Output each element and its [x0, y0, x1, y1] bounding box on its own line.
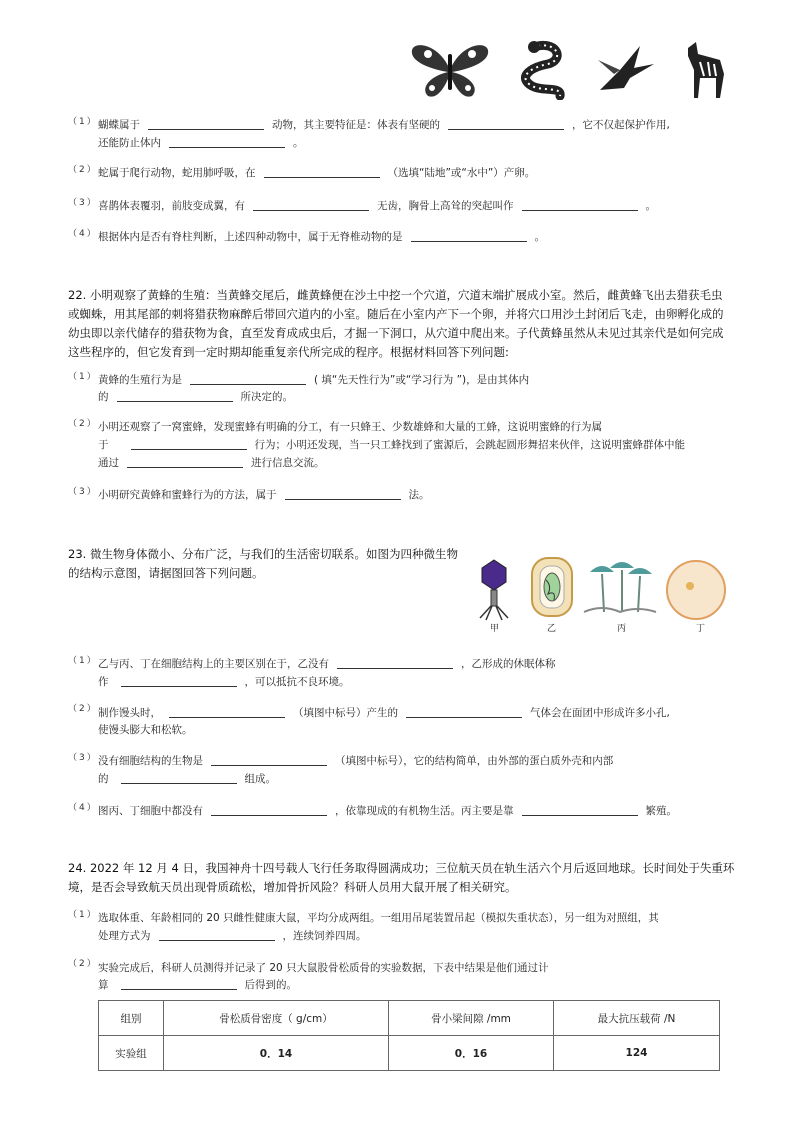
answer-blank[interactable] — [253, 199, 369, 211]
q23-2-text-b: （填图中标号）产生的 — [293, 707, 398, 719]
answer-blank[interactable] — [131, 438, 247, 450]
q21-2-number: （2） — [68, 165, 98, 175]
q21-2-text-b: （选填“陆地”或“水中”）产卵。 — [387, 167, 536, 179]
q24-2-line1: 实验完成后，科研人员测得并记录了 20 只大鼠股骨松质骨的实验数据，下表中结果是他们通过计 — [98, 962, 549, 974]
q23-2-text-c: 气体会在面团中形成许多小孔, — [530, 707, 670, 719]
q22-3-number: （3） — [68, 487, 98, 497]
magpie-picture — [590, 40, 658, 100]
q24-1-number: （1） — [68, 910, 98, 920]
q24-1-text-b: 处理方式为 — [98, 930, 151, 942]
answer-blank[interactable] — [121, 772, 237, 784]
yeast-picture — [664, 558, 728, 622]
q23-1-text-d: ，可以抵抗不良环境。 — [244, 676, 350, 688]
q22-2-text-b: 于 — [98, 439, 109, 451]
zebra-picture — [680, 40, 730, 100]
q24-stem-line1: 24. 2022 年 12 月 4 日，我国神舟十四号载人飞行任务取得圆满成功；三位航天员在轨生活六个月后返回地球。长时间处于失重环 — [68, 861, 735, 875]
q23-4-number: （4） — [68, 803, 98, 813]
q23-3-number: （3） — [68, 753, 98, 763]
q21-1-text-d: 还能防止体内 — [98, 137, 161, 149]
answer-blank[interactable] — [522, 804, 638, 816]
q23-3-text-d: 组成。 — [244, 773, 276, 785]
q23-2-line1 — [98, 706, 670, 720]
q22-1-text-c: 的 — [98, 391, 109, 403]
q22-1-number: （1） — [68, 372, 98, 382]
q21-4-text-a: 根据体内是否有脊柱判断，上述四种动物中，属于无脊椎动物的是 — [98, 231, 403, 243]
q23-1-number: （1） — [68, 656, 98, 666]
q24-2-line2 — [98, 978, 297, 992]
bacterium-picture — [528, 556, 576, 618]
answer-blank[interactable] — [190, 373, 306, 385]
q22-1-line1 — [98, 373, 529, 387]
q21-1-line1 — [98, 118, 670, 132]
q22-3-text-b: 法。 — [408, 489, 430, 501]
q23-stem-line1: 23. 微生物身体微小、分布广泛，与我们的生活密切联系。如图为四种微生物 — [68, 547, 458, 561]
q23-3-text-c: 的 — [98, 773, 109, 785]
q21-3-text-c: 。 — [645, 200, 656, 212]
mold-picture — [582, 554, 658, 618]
q22-2-text-e: 进行信息交流。 — [251, 457, 325, 469]
answer-blank[interactable] — [121, 675, 237, 687]
answer-blank[interactable] — [121, 978, 237, 990]
table-header-cell: 最大抗压载荷 /N — [554, 1001, 720, 1036]
q24-2-text-c: 后得到的。 — [244, 979, 297, 991]
q23-4-text-b: ，依靠现成的有机物生活。丙主要是靠 — [335, 805, 514, 817]
q23-3-text-b: （填图中标号），它的结构简单，由外部的蛋白质外壳和内部 — [335, 755, 614, 767]
figure-label-bing: 丙 — [617, 624, 627, 634]
q24-1-line1: 选取体重、年龄相同的 20 只雌性健康大鼠，平均分成两组。一组用吊尾装置吊起（模拟失重状态），另一组为对照组，其 — [98, 912, 659, 924]
q23-3-line1 — [98, 754, 613, 768]
figure-label-yi: 乙 — [547, 624, 557, 634]
q23-1-line1 — [98, 657, 556, 671]
q21-3-text-a: 喜鹊体表覆羽，前肢变成翼，有 — [98, 200, 245, 212]
answer-blank[interactable] — [522, 199, 638, 211]
q23-2-line2: 使馒头膨大和松软。 — [98, 724, 193, 736]
q23-2-text-a: 制作馒头时， — [98, 707, 161, 719]
q22-stem: 22. 小明观察了黄蜂的生殖：当黄蜂交尾后，雌黄蜂便在沙土中挖一个穴道，穴道末端扩展成小室。然后，雌黄蜂飞出去猎获毛虫或蜘蛛，用其尾部的刺将猎获物麻醉后带回穴道内的小室。随后在小室内产下一个卵，并将穴口用沙土封闭后飞走，由卵孵化成的幼虫即以亲代储存的猎获物为食，直至发育成成虫后，才掘一下洞口，从穴道中爬出来。子代黄蜂虽然从未见过其亲代是如何完成这些程序的，但它发育到一定时期却能重复亲代所完成的程序。根据材料回答下列问题: — [68, 288, 724, 359]
table-row — [99, 1036, 720, 1071]
q21-1-text-b: 动物，其主要特征是：体表有坚硬的 — [272, 119, 440, 131]
q22-2-text-d: 通过 — [98, 457, 119, 469]
q21-4-number: （4） — [68, 229, 98, 239]
table-header-row — [99, 1001, 720, 1036]
virus-picture — [474, 558, 514, 622]
q22-2-text-c: 行为；小明还发现，当一只工蜂找到了蜜源后，会跳起圆形舞招来伙伴，这说明蜜蜂群体中能 — [254, 439, 685, 451]
q23-3-text-a: 没有细胞结构的生物是 — [98, 755, 203, 767]
q23-1-text-b: ，乙形成的休眠体称 — [461, 658, 556, 670]
answer-blank[interactable] — [211, 754, 327, 766]
answer-blank[interactable] — [127, 456, 243, 468]
table-header-cell: 组别 — [99, 1001, 164, 1036]
table-cell: 0．16 — [389, 1036, 554, 1071]
q21-4-line — [98, 230, 545, 244]
q24-stem-line2: 境，是否会导致航天员出现骨质疏松，增加骨折风险？科研人员用大鼠开展了相关研究。 — [68, 880, 517, 894]
answer-blank[interactable] — [264, 166, 380, 178]
table-cell: 实验组 — [99, 1036, 164, 1071]
q23-1-line2 — [98, 675, 350, 689]
bone-data-table — [98, 1000, 720, 1071]
snake-picture — [508, 40, 570, 100]
q21-3-text-b: 无齿，胸骨上高耸的突起叫作 — [377, 200, 514, 212]
q21-4-text-b: 。 — [534, 231, 545, 243]
answer-blank[interactable] — [211, 804, 327, 816]
q21-3-number: （3） — [68, 198, 98, 208]
answer-blank[interactable] — [448, 118, 564, 130]
q22-1-text-b: ( 填“先天性行为”或“学习行为 ”)，是由其体内 — [314, 374, 530, 386]
answer-blank[interactable] — [159, 929, 275, 941]
q21-1-line2 — [98, 136, 304, 150]
q21-1-text-a: 蝴蝶属于 — [98, 119, 140, 131]
q22-2-line2 — [98, 438, 685, 452]
answer-blank[interactable] — [411, 230, 527, 242]
q21-2-text-a: 蛇属于爬行动物，蛇用肺呼吸，在 — [98, 167, 256, 179]
q21-3-line — [98, 199, 656, 213]
q24-1-text-c: ，连续饲养四周。 — [282, 930, 367, 942]
q21-2-line — [98, 166, 535, 180]
answer-blank[interactable] — [169, 706, 285, 718]
answer-blank[interactable] — [148, 118, 264, 130]
q23-4-line — [98, 804, 677, 818]
q23-2-number: （2） — [68, 704, 98, 714]
q22-1-text-a: 黄蜂的生殖行为是 — [98, 374, 182, 386]
table-cell: 0．14 — [164, 1036, 389, 1071]
q21-1-text-c: ，它不仅起保护作用, — [572, 119, 670, 131]
q23-4-text-c: 繁殖。 — [645, 805, 677, 817]
answer-blank[interactable] — [337, 657, 453, 669]
q24-1-line2 — [98, 929, 367, 943]
table-cell: 124 — [554, 1036, 720, 1071]
figure-label-jia: 甲 — [490, 624, 500, 634]
answer-blank[interactable] — [285, 488, 401, 500]
q22-2-line1: 小明还观察了一窝蜜蜂，发现蜜蜂有明确的分工，有一只蜂王、少数雄蜂和大量的工蜂，这说明蜜蜂的行为属 — [98, 421, 602, 433]
q23-3-line2 — [98, 772, 276, 786]
q22-1-text-d: 所决定的。 — [240, 391, 293, 403]
q21-1-number: （1） — [68, 117, 98, 127]
q22-3-line — [98, 488, 430, 502]
answer-blank[interactable] — [169, 136, 285, 148]
table-header-cell: 骨小梁间隙 /mm — [389, 1001, 554, 1036]
answer-blank[interactable] — [406, 706, 522, 718]
q23-1-text-a: 乙与丙、丁在细胞结构上的主要区别在于，乙没有 — [98, 658, 329, 670]
figure-label-ding: 丁 — [696, 624, 706, 634]
q24-2-text-b: 算 — [98, 979, 109, 991]
q24-2-number: （2） — [68, 959, 98, 969]
table-header-cell: 骨松质骨密度（ g/cm） — [164, 1001, 389, 1036]
q22-2-number: （2） — [68, 419, 98, 429]
q22-2-line3 — [98, 456, 325, 470]
butterfly-picture — [410, 40, 490, 100]
q22-3-text-a: 小明研究黄蜂和蜜蜂行为的方法，属于 — [98, 489, 277, 501]
q23-1-text-c: 作 — [98, 676, 109, 688]
q22-1-line2 — [98, 390, 293, 404]
q23-stem-line2: 的结构示意图，请据图回答下列问题。 — [68, 566, 264, 580]
q21-1-text-e: 。 — [293, 137, 304, 149]
answer-blank[interactable] — [117, 390, 233, 402]
q23-4-text-a: 图丙、丁细胞中都没有 — [98, 805, 203, 817]
